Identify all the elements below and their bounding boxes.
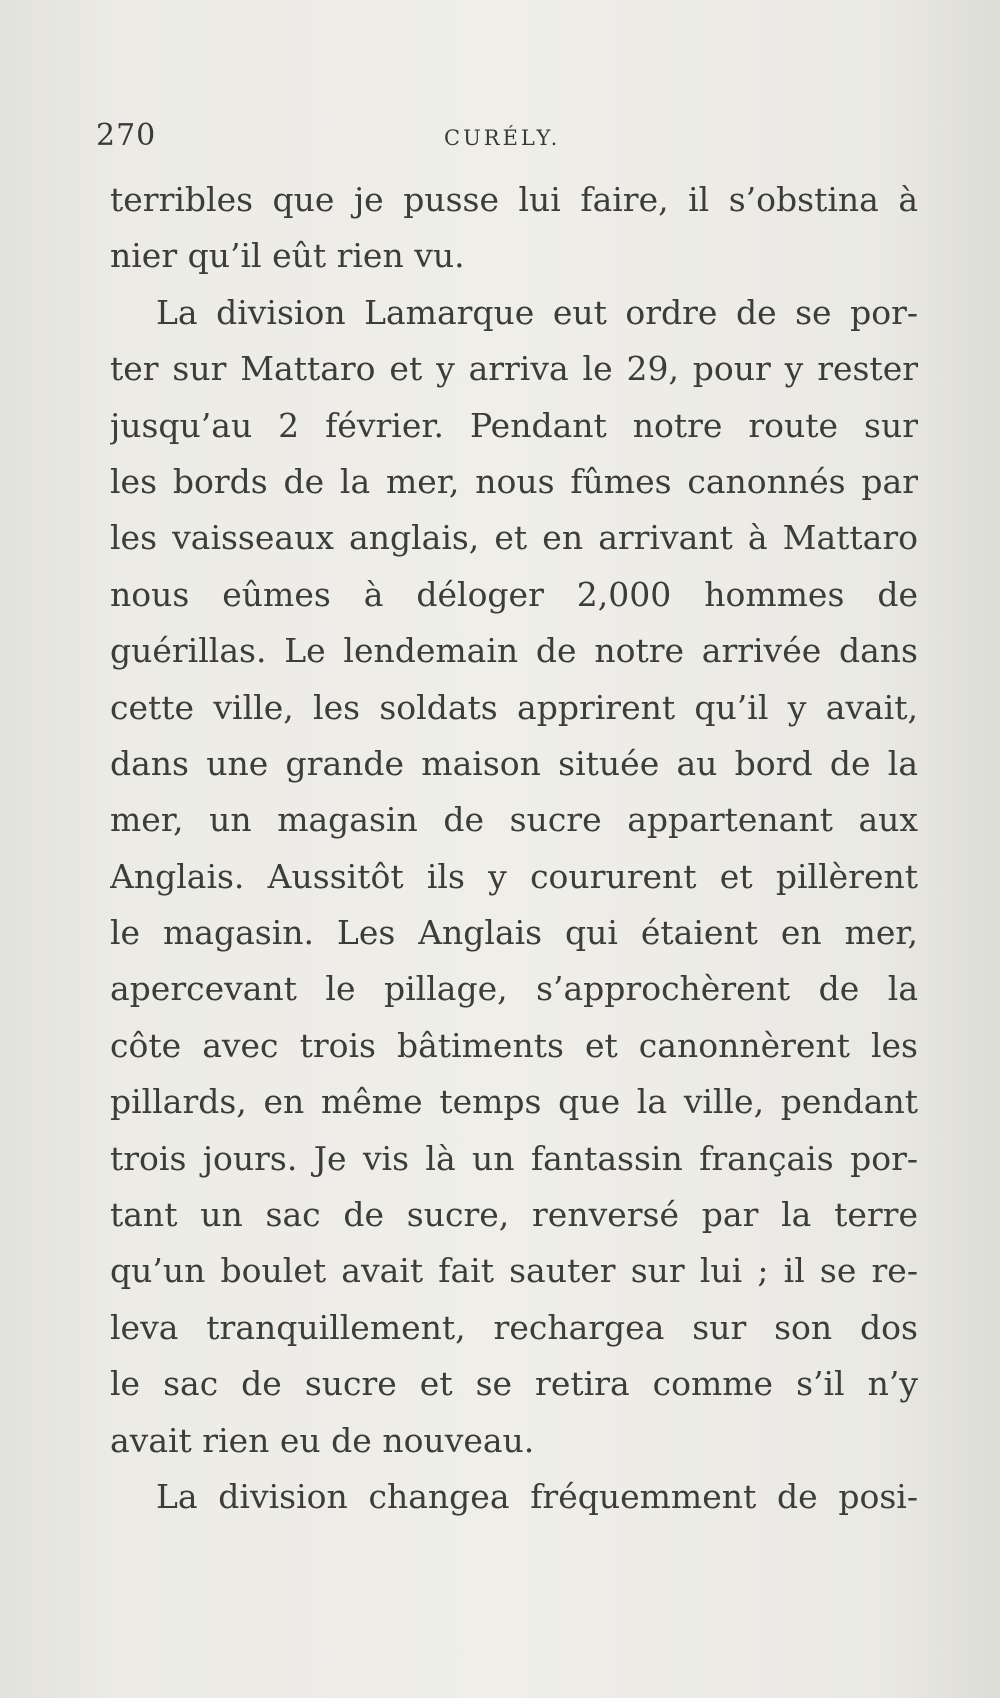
text-line: dans une grande maison située au bord de la [110, 743, 918, 783]
text-line: guérillas. Le lendemain de notre arrivée dans [110, 631, 918, 671]
running-head: CURÉLY. [444, 126, 561, 150]
text-line: La division changea fréquemment de posi- [156, 1476, 918, 1516]
text-line: Anglais. Aussitôt ils y coururent et pillèrent [110, 856, 918, 896]
text-line: tant un sac de sucre, renversé par la terre [110, 1195, 918, 1235]
text-line: avait rien eu de nouveau. [110, 1420, 535, 1460]
text-line: ter sur Mattaro et y arriva le 29, pour y rester [110, 349, 918, 389]
text-line: La division Lamarque eut ordre de se por- [156, 292, 918, 332]
text-line: terribles que je pusse lui faire, il s’obstina à [110, 180, 918, 219]
body-text [110, 172, 918, 1525]
text-line: mer, un magasin de sucre appartenant aux [110, 800, 918, 840]
text-line: les vaisseaux anglais, et en arrivant à Mattaro [110, 518, 918, 558]
text-line: nous eûmes à déloger 2,000 hommes de [110, 574, 918, 614]
text-line: apercevant le pillage, s’approchèrent de la [110, 969, 918, 1009]
page-number: 270 [96, 118, 157, 153]
text-line: les bords de la mer, nous fûmes canonnés par [110, 461, 918, 501]
text-line: le magasin. Les Anglais qui étaient en mer, [110, 913, 918, 953]
text-line: trois jours. Je vis là un fantassin français por- [110, 1138, 918, 1178]
text-line: cette ville, les soldats apprirent qu’il y avait, [110, 687, 918, 727]
text-line: qu’un boulet avait fait sauter sur lui ; il se re- [110, 1251, 918, 1291]
text-line: nier qu’il eût rien vu. [110, 236, 465, 276]
text-line: le sac de sucre et se retira comme s’il n’y [110, 1364, 918, 1404]
text-line: leva tranquillement, rechargea sur son dos [110, 1307, 918, 1347]
text-line: pillards, en même temps que la ville, pendant [110, 1082, 918, 1122]
text-line: jusqu’au 2 février. Pendant notre route sur [110, 405, 918, 445]
page-header [96, 118, 926, 158]
text-line: côte avec trois bâtiments et canonnèrent les [110, 1025, 918, 1065]
